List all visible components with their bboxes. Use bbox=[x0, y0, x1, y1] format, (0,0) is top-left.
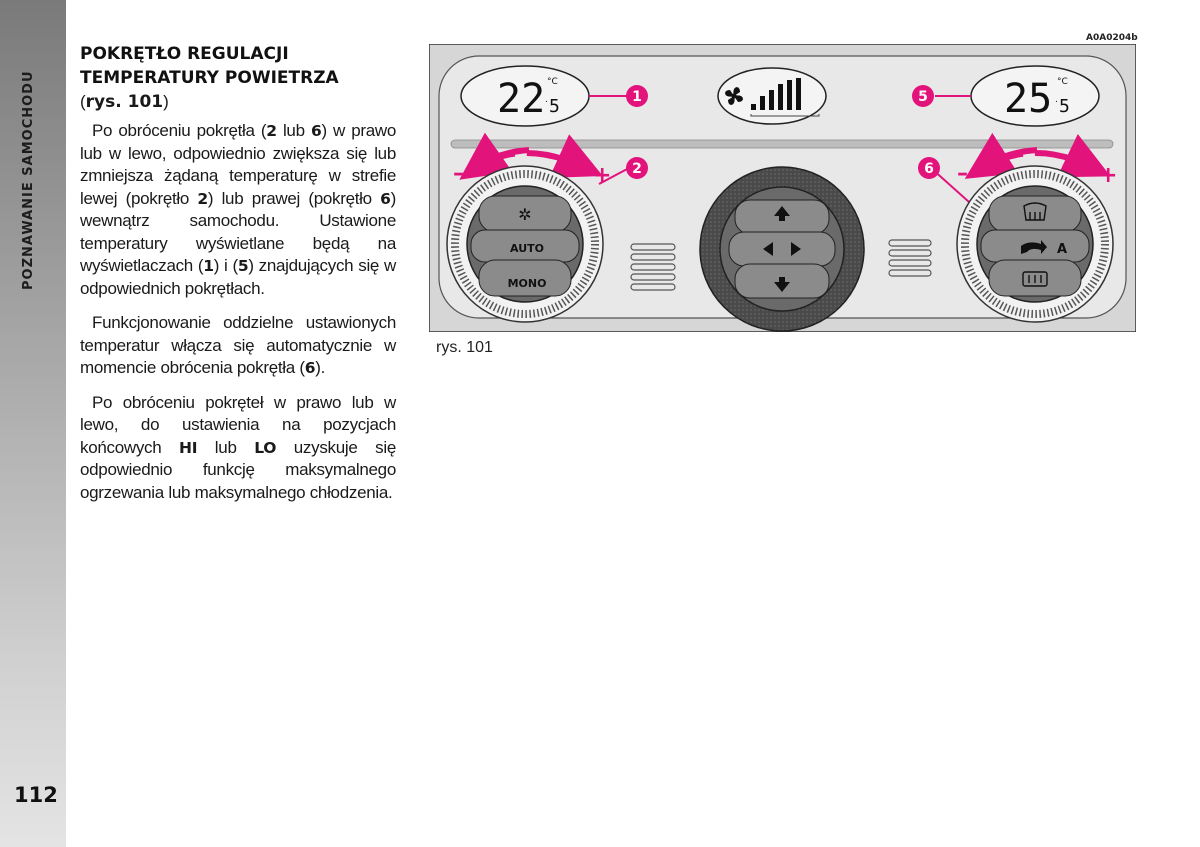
left-plus: + bbox=[593, 163, 612, 188]
right-plus: + bbox=[1099, 163, 1118, 188]
svg-text:5: 5 bbox=[918, 89, 928, 105]
auto-recirc-label: A bbox=[1057, 242, 1068, 257]
ref-open: ( bbox=[80, 92, 86, 111]
section-title: POZNAWANIE SAMOCHODU bbox=[21, 70, 36, 290]
text-column bbox=[80, 42, 396, 516]
right-display-unit: °C bbox=[1057, 77, 1068, 87]
svg-text:.: . bbox=[1055, 95, 1058, 105]
paragraph-1: Po obróceniu pokrętła (2 lub 6) w prawo lub w lewo, odpowiednio zwiększa się lub zmniejsza żądaną temperaturę w strefie lewej (pokrętło 2) lub prawej (pokrętło 6) wewnątrz samochodu. Ustawione temperatury wyświetlane będą na wyświetlaczach (1) i (5) znajdujących się w odpowiednich pokrętłach. bbox=[80, 121, 396, 298]
ref-close: ) bbox=[163, 92, 169, 111]
callout-6 bbox=[918, 157, 940, 179]
heading bbox=[80, 42, 396, 90]
figure-code: A0A0204b bbox=[1086, 33, 1138, 43]
svg-text:2: 2 bbox=[632, 161, 642, 177]
heading-figure-ref bbox=[80, 90, 396, 114]
auto-button-label: AUTO bbox=[510, 242, 544, 255]
callout-5 bbox=[912, 85, 934, 107]
paragraph-3: Po obróceniu pokręteł w prawo lub w lewo, do ustawienia na pozycjach końcowych HI lub LO uzyskuje się odpowiednio funkcję maksymalnego ogrzewania lub maksymalnego chłodzenia. bbox=[80, 392, 396, 502]
ref-text: rys. 101 bbox=[85, 92, 164, 112]
right-display-small: 5 bbox=[1059, 96, 1070, 117]
paragraph-2: Funkcjonowanie oddzielne ustawionych temperatur włącza się automatycznie w momencie obrócenia pokrętła (6). bbox=[80, 313, 396, 377]
left-minus: – bbox=[453, 161, 464, 186]
callout-1 bbox=[626, 85, 648, 107]
figure-climate-panel bbox=[429, 44, 1136, 332]
svg-text:.: . bbox=[545, 95, 548, 105]
heading-line-2: TEMPERATURY POWIETRZA bbox=[80, 68, 339, 88]
callout-2 bbox=[626, 157, 648, 179]
heading-line-1: POKRĘTŁO REGULACJI bbox=[80, 44, 289, 64]
figure-caption: rys. 101 bbox=[436, 339, 493, 356]
center-distribution-knob bbox=[700, 167, 864, 331]
right-minus: – bbox=[957, 161, 968, 186]
climate-panel-illustration bbox=[429, 44, 1136, 332]
snowflake-icon: ✲ bbox=[518, 207, 532, 224]
fan-display bbox=[718, 68, 826, 124]
page-number: 112 bbox=[14, 783, 58, 807]
svg-text:1: 1 bbox=[632, 89, 642, 105]
left-display-unit: °C bbox=[547, 77, 558, 87]
svg-text:6: 6 bbox=[924, 161, 934, 177]
right-display-big: 25 bbox=[1004, 76, 1053, 122]
right-temperature-display bbox=[971, 66, 1099, 126]
left-temperature-display bbox=[461, 66, 589, 126]
left-display-big: 22 bbox=[497, 76, 546, 122]
left-display-small: 5 bbox=[549, 96, 560, 117]
mono-button-label: MONO bbox=[507, 277, 547, 290]
